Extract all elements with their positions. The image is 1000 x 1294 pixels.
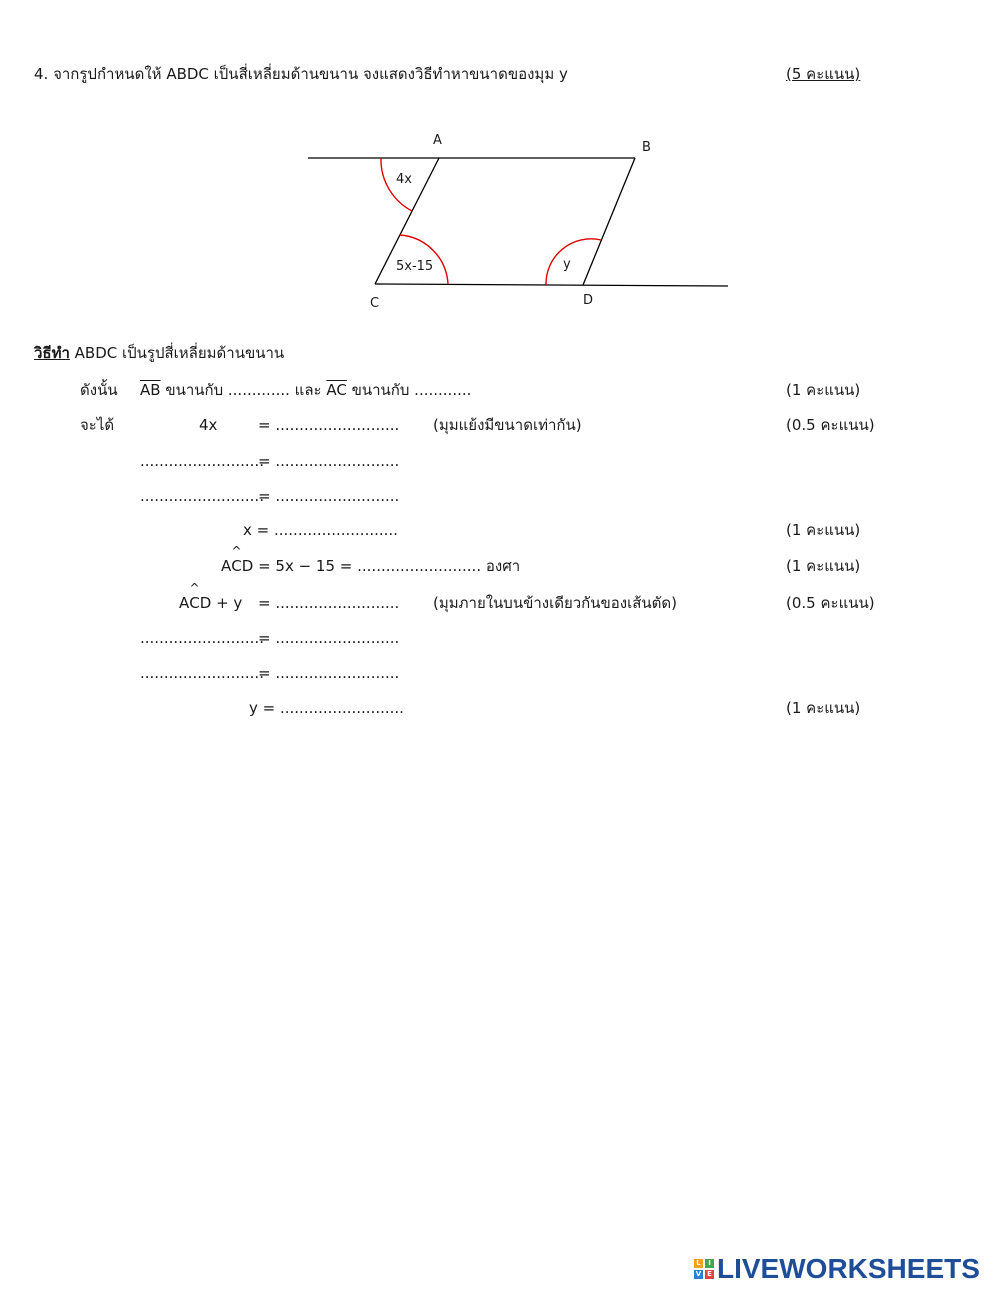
line7-lhs	[179, 593, 242, 613]
solution-heading: วิธีทำ	[34, 344, 70, 362]
logo-text: LIVEWORKSHEETS	[717, 1253, 980, 1284]
angle-label-y: y	[563, 257, 571, 272]
line7-score: (0.5 คะแนน)	[786, 594, 875, 612]
solution-heading-row	[34, 343, 284, 363]
angle-acd-a: A	[221, 557, 232, 575]
line5-equation: x = ..........................	[243, 521, 398, 539]
logo-mark-v: V	[695, 1270, 702, 1278]
line2-score: (0.5 คะแนน)	[786, 416, 875, 434]
line1-lead: ดังนั้น	[80, 381, 118, 399]
line10-score: (1 คะแนน)	[786, 699, 861, 717]
logo-mark-l: L	[694, 1259, 703, 1268]
angle-acd-vertex: ^ C	[231, 556, 241, 576]
angle-acd-a-2: A	[179, 594, 190, 612]
label-c: C	[370, 296, 380, 311]
line5-score: (1 คะแนน)	[786, 521, 861, 539]
segment-ac: $\overline{AC}$	[326, 381, 347, 399]
line7-rhs: = ..........................	[258, 594, 400, 612]
line9-lhs: ..........................	[140, 664, 264, 682]
line4-rhs: = ..........................	[258, 487, 400, 505]
label-b: B	[642, 140, 651, 155]
line6-score: (1 คะแนน)	[786, 557, 861, 575]
side-bd	[583, 158, 635, 285]
logo-mark-e: E	[705, 1270, 714, 1279]
line3-lhs: ..........................	[140, 452, 264, 470]
angle-label-4x: 4x	[396, 172, 412, 187]
line1-text1: ขนานกับ ............. และ	[165, 381, 322, 399]
line2-lhs: 4x	[199, 416, 218, 434]
line1-statement	[140, 380, 471, 400]
line3-rhs: = ..........................	[258, 452, 400, 470]
logo-mark-i: I	[705, 1259, 714, 1268]
line10-equation: y = ..........................	[249, 699, 404, 717]
question-score: (5 คะแนน)	[786, 65, 861, 83]
question-text: 4. จากรูปกำหนดให้ ABDC เป็นสี่เหลี่ยมด้านขนาน จงแสดงวิธีทำหาขนาดของมุม y	[34, 65, 568, 83]
label-d: D	[583, 293, 594, 308]
line1-score: (1 คะแนน)	[786, 381, 861, 399]
parallelogram-figure	[300, 125, 740, 315]
line8-rhs: = ..........................	[258, 629, 400, 647]
line2-lead: จะได้	[80, 416, 115, 434]
line1-text2: ขนานกับ ............	[351, 381, 472, 399]
line2-reason: (มุมแย้งมีขนาดเท่ากัน)	[433, 416, 582, 434]
logo-mark-icon	[694, 1259, 714, 1279]
segment-ab: $\overline{AB}$	[140, 381, 161, 399]
line9-rhs: = ..........................	[258, 664, 400, 682]
solution-intro: ABDC เป็นรูปสี่เหลี่ยมด้านขนาน	[74, 344, 285, 362]
line4-lhs: ..........................	[140, 487, 264, 505]
line7-reason: (มุมภายในบนข้างเดียวกันของเส้นตัด)	[433, 594, 677, 612]
angle-label-5x-15: 5x-15	[396, 259, 434, 274]
line6-rest: D = 5x − 15 = .......................... องศา	[241, 557, 521, 575]
angle-acd-vertex-2: ^ C	[189, 593, 199, 613]
line7-lhs-rest: D + y	[199, 594, 243, 612]
line8-lhs: ..........................	[140, 629, 264, 647]
line2-rhs: = ..........................	[258, 416, 400, 434]
line6-equation	[221, 556, 520, 576]
bottom-line	[375, 284, 728, 286]
liveworksheets-logo	[694, 1253, 980, 1285]
label-a: A	[433, 133, 442, 148]
